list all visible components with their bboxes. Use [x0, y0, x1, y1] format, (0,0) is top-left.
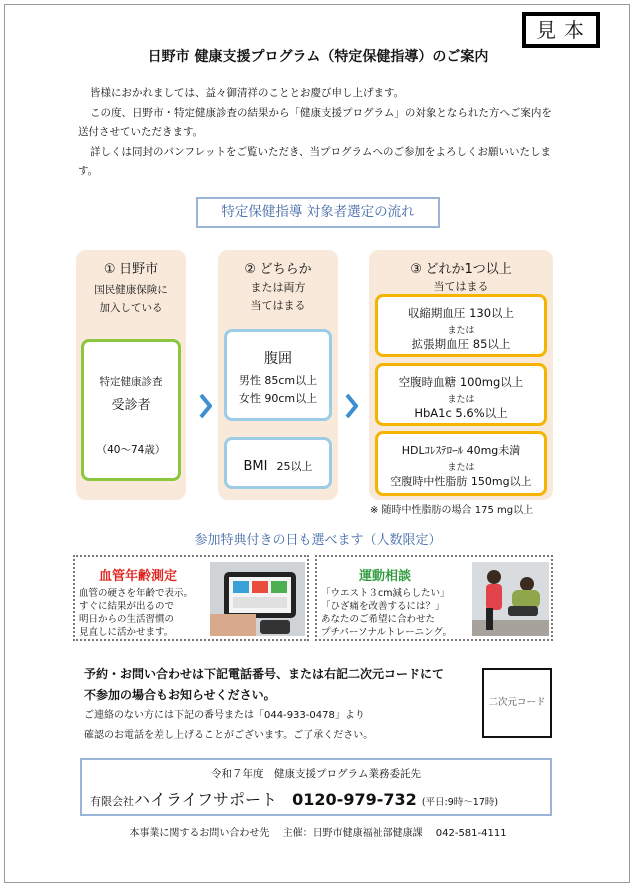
examinee-line-1: 特定健康診査 [99, 376, 163, 388]
exercise-text-2: 「ひざ痛を改善するには？」 [321, 601, 445, 612]
intro-paragraph-3: 詳しくは同封のパンフレットをご覧いただき、当プログラムへのご参加をよろしくお願いいたします。 [78, 145, 551, 177]
step3-label: どれか1つ以上 [425, 262, 512, 277]
waist-male: 男性 85cm以上 [238, 374, 318, 387]
contact-instruction-1: 予約・お問い合わせは下記電話番号、または右記二次元コードにて [84, 667, 445, 681]
exercise-panel [315, 555, 553, 641]
lipid-or: または [447, 463, 475, 473]
bmi-value: 25以上 [276, 460, 313, 473]
step2-column [218, 250, 338, 500]
contact-note-2: 確認のお電話を差し上げることがございます。ご了承ください。 [84, 730, 374, 741]
chevron-right-icon [345, 393, 358, 419]
company-box [80, 758, 552, 816]
bs-or: または [447, 395, 475, 405]
waist-box [224, 329, 332, 421]
lipid-line-2: 空腹時中性脂肪 150mg以上 [390, 475, 532, 488]
company-phone[interactable]: 0120-979-732 [292, 790, 417, 809]
vascular-age-panel [73, 555, 309, 641]
contact-instruction-2: 不参加の場合もお知らせください。 [84, 688, 276, 702]
blood-pressure-box [375, 294, 547, 357]
step1-number: ① [103, 262, 116, 277]
vascular-device-photo [210, 562, 305, 636]
benefit-title: 参加特典付きの日も選べます（人数限定） [194, 533, 442, 548]
contact-note-1: ご連絡のない方には下記の番号または「044-933-0478」より [84, 710, 365, 721]
step1-desc-2: 加入している [99, 302, 163, 314]
intro-text [78, 84, 558, 182]
waist-female: 女性 90cm以上 [238, 392, 318, 405]
waist-title: 腹囲 [264, 351, 292, 367]
company-heading: 令和７年度 健康支援プログラム業務委託先 [211, 768, 421, 780]
bmi-label: BMI [243, 459, 268, 474]
exercise-title: 運動相談 [359, 569, 412, 584]
exercise-photo [472, 562, 549, 636]
step2-label: どちらか [259, 262, 312, 277]
examinee-box [81, 339, 181, 481]
bp-or: または [447, 326, 475, 336]
step1-column [76, 250, 186, 500]
vascular-age-title: 血管年齢測定 [99, 569, 178, 584]
exercise-text-1: 「ウエスト３cm減らしたい」 [321, 588, 450, 599]
document-title: 日野市 健康支援プログラム（特定保健指導）のご案内 [147, 49, 489, 65]
lipid-box [375, 431, 547, 496]
vascular-text-2: すぐに結果が出るので [79, 601, 175, 612]
step3-number: ③ [410, 262, 422, 277]
step3-column [369, 250, 553, 500]
bp-line-1: 収縮期血圧 130以上 [407, 306, 515, 320]
company-name: ハイライフサポート [134, 790, 278, 809]
step1-desc-1: 国民健康保険に [94, 284, 168, 296]
step1-label: 日野市 [119, 262, 159, 277]
triglyceride-note: ※ 随時中性脂肪の場合 175 mg以上 [370, 505, 534, 516]
vascular-age-text [79, 587, 193, 639]
exercise-text-3: あなたのご希望に合わせた [321, 614, 436, 625]
bs-line-1: 空腹時血糖 100mg以上 [398, 375, 524, 389]
bs-line-2: HbA1c 5.6%以上 [414, 406, 508, 420]
chevron-right-icon [199, 393, 212, 419]
exercise-text-4: プチパーソナルトレーニング。 [321, 627, 453, 638]
step2-heading [218, 260, 338, 279]
bmi-box [224, 437, 332, 489]
step2-desc-2: 当てはまる [250, 299, 306, 312]
footer-inquiry: 本事業に関するお問い合わせ先 主催：日野市健康福祉部健康課 042-581-4111 [129, 828, 507, 839]
bp-line-2: 拡張期血圧 85以上 [411, 337, 511, 351]
lipid-line-1: HDLｺﾚｽﾃﾛｰﾙ 40mg未満 [401, 444, 521, 457]
vascular-text-3: 明日からの生活習慣の [79, 614, 175, 625]
sample-stamp: 見本 [522, 12, 600, 48]
qr-code-placeholder[interactable]: 二次元コード [482, 668, 552, 738]
company-line [90, 787, 498, 810]
step3-desc: 当てはまる [433, 280, 489, 293]
company-hours: (平日:9時～17時) [421, 797, 499, 808]
flow-title: 特定保健指導 対象者選定の流れ [196, 197, 440, 228]
step2-desc-1: または両方 [250, 281, 306, 294]
step2-number: ② [244, 262, 257, 277]
intro-paragraph-1: 皆様におかれましては、益々御清祥のこととお慶び申し上げます。 [90, 87, 405, 99]
blood-sugar-box [375, 363, 547, 426]
company-prefix: 有限会社 [90, 795, 134, 808]
vascular-text-4: 見直しに活かせます。 [79, 627, 174, 638]
step1-heading [76, 260, 186, 279]
intro-paragraph-2: この度、日野市・特定健康診査の結果から「健康支援プログラム」の対象となられた方へご案内を送付させていただきます。 [78, 106, 552, 138]
examinee-line-2: 受診者 [111, 398, 151, 413]
vascular-text-1: 血管の硬さを年齢で表示。 [79, 588, 194, 599]
examinee-age: （40～74歳） [96, 444, 166, 456]
contact-section [84, 664, 484, 746]
exercise-text [321, 587, 452, 639]
